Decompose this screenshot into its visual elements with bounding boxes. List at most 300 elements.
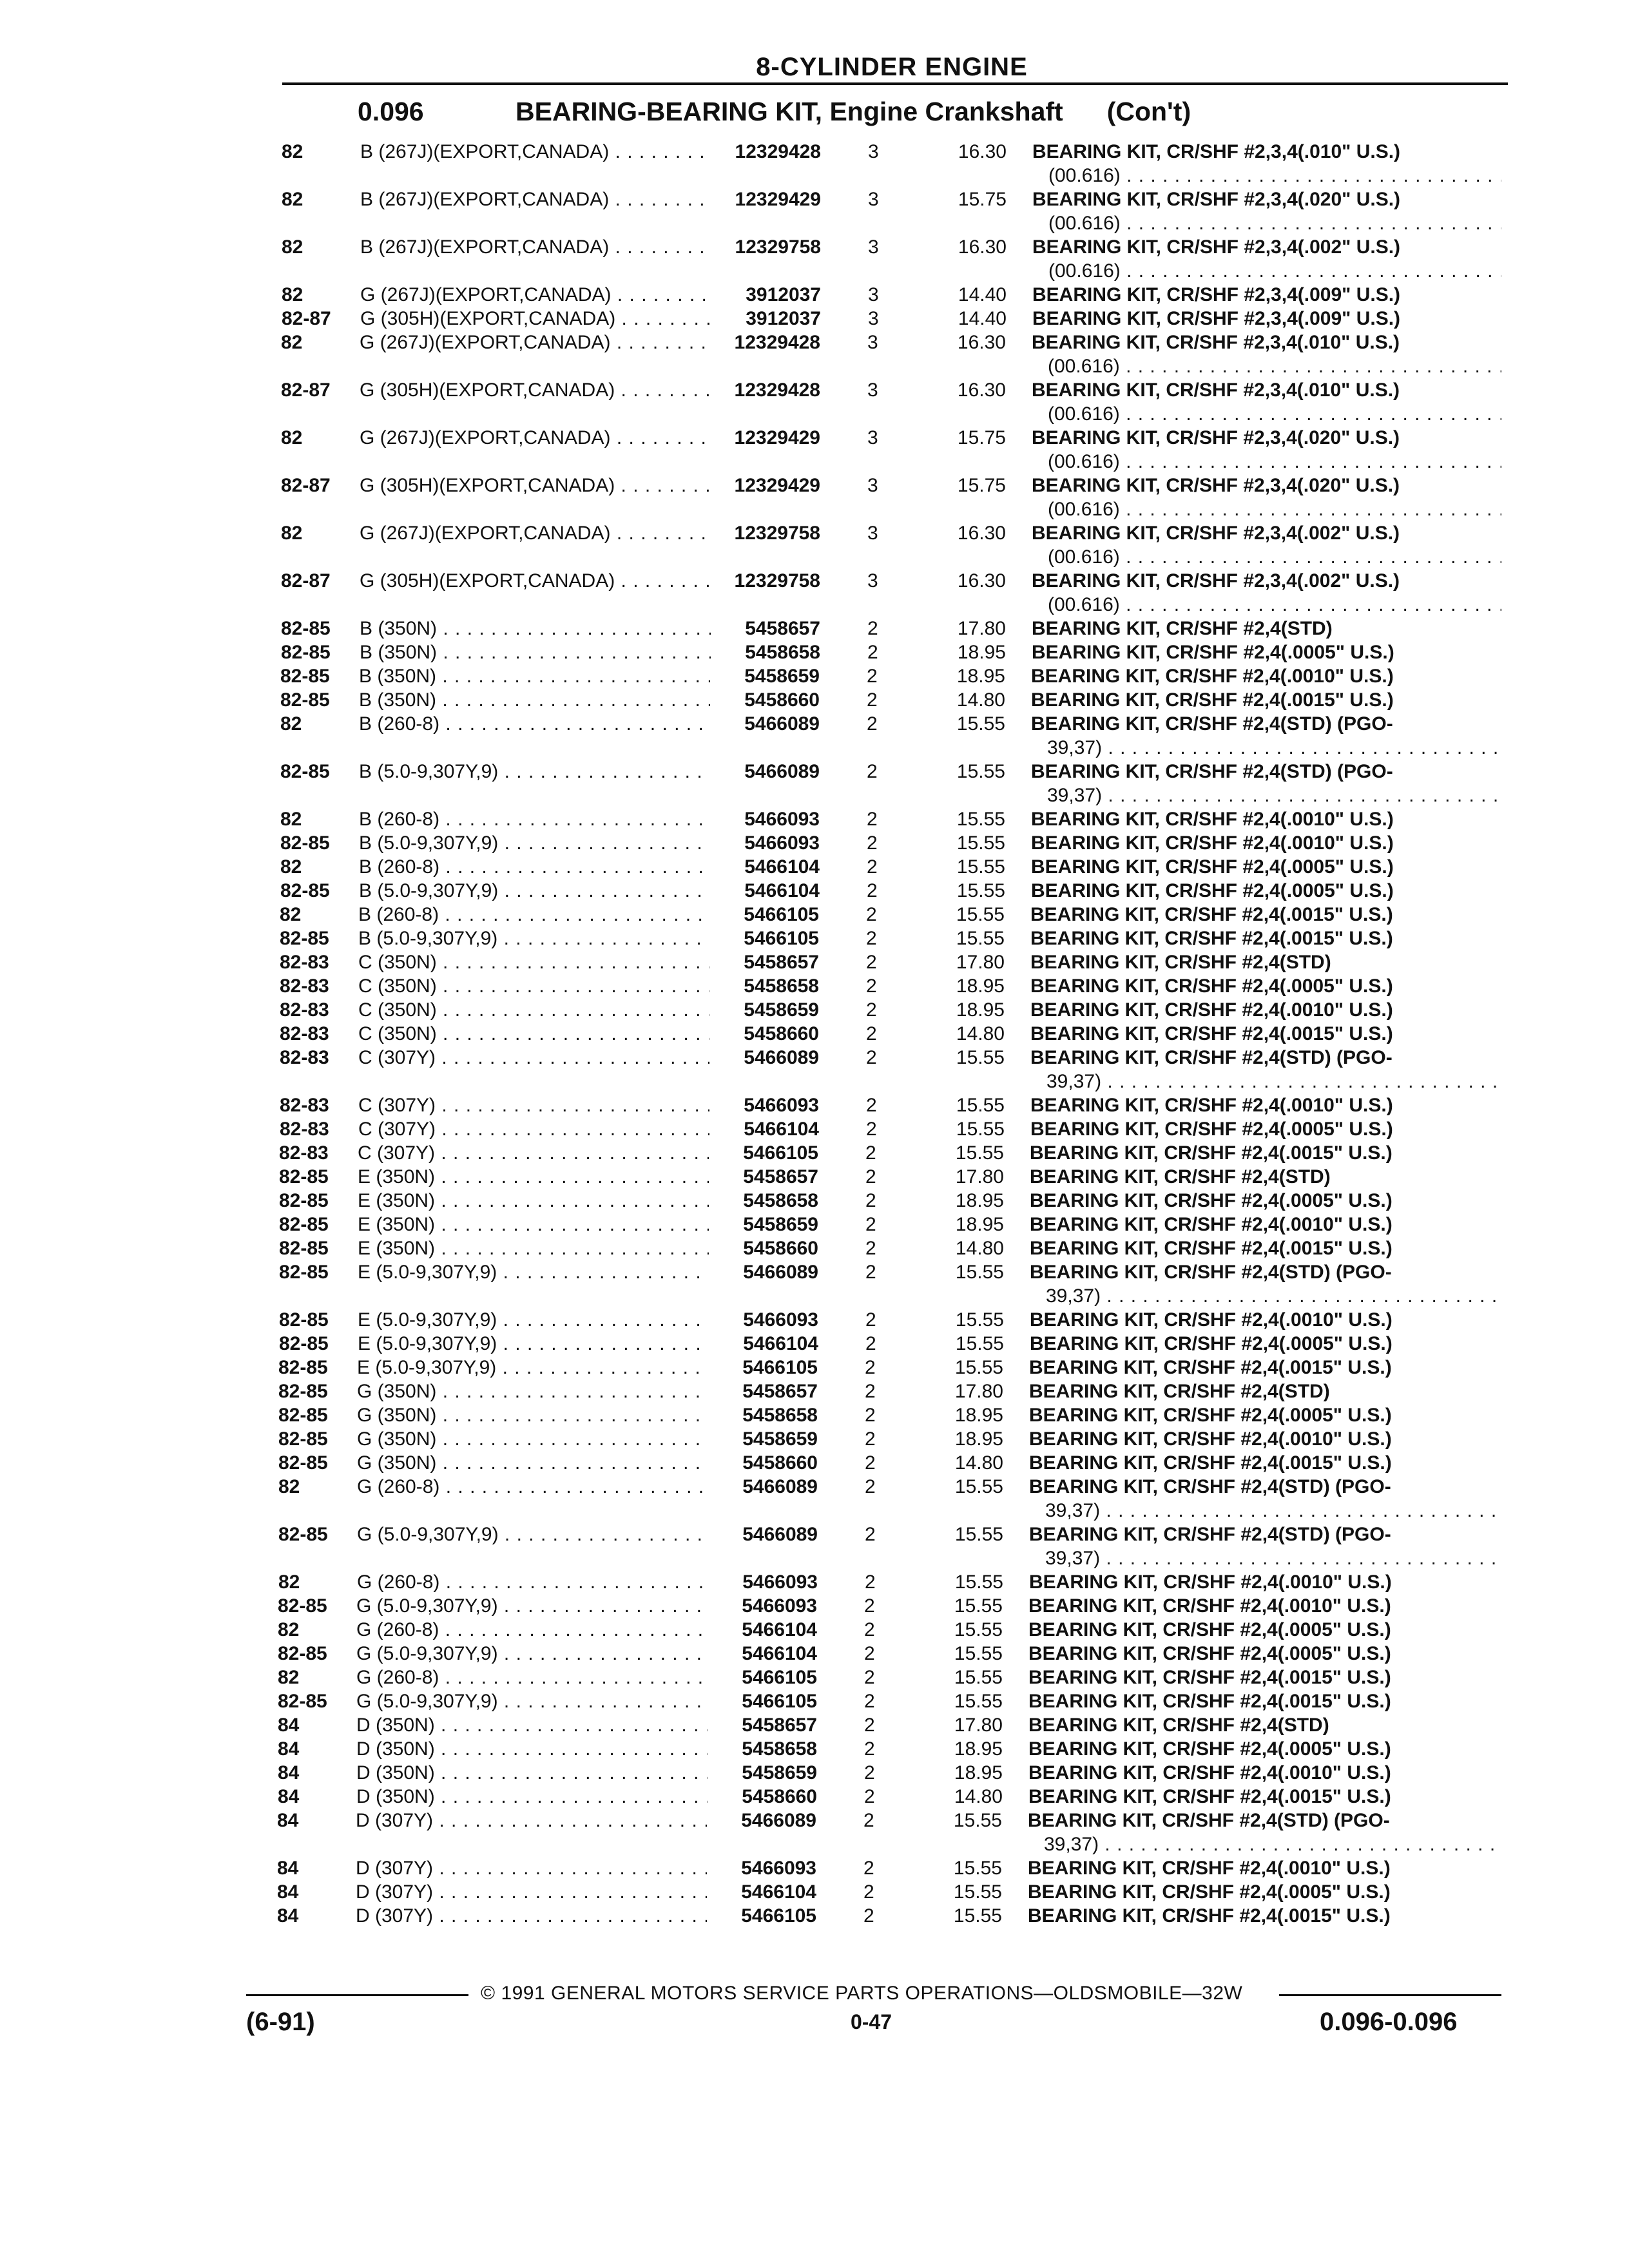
application: D (307Y) . . .: [356, 1905, 707, 1928]
description: BEARING KIT, CR/SHF #2,4(.0005" U.S.): [1030, 1333, 1393, 1354]
table-row: [281, 617, 1508, 640]
model-year: 82: [280, 904, 302, 925]
table-row: [282, 188, 1508, 211]
quantity: 2: [864, 1715, 875, 1736]
price: 16.30: [958, 141, 1007, 162]
quantity: 2: [863, 1905, 874, 1927]
model-year: 82: [281, 427, 303, 448]
table-row: [278, 1452, 1508, 1475]
quantity: 2: [867, 666, 878, 687]
table-row: [279, 1237, 1508, 1260]
table-row: [280, 808, 1508, 831]
table-row: [279, 1166, 1508, 1189]
description-continuation: [1048, 450, 1501, 474]
price: 15.55: [953, 1905, 1002, 1927]
table-row: [278, 1595, 1508, 1618]
price: 18.95: [957, 642, 1006, 663]
application: G (260-8) . . .: [357, 1475, 708, 1499]
model-year: 82-87: [282, 308, 331, 329]
price: 15.55: [956, 713, 1005, 735]
part-number: 5458657: [745, 618, 820, 639]
description: BEARING KIT, CR/SHF #2,4(.0015" U.S.): [1028, 1691, 1391, 1712]
part-number: 5466104: [743, 1333, 818, 1354]
quantity: 3: [868, 189, 879, 210]
price: 15.55: [954, 1691, 1003, 1712]
model-year: 82: [282, 189, 304, 210]
description: BEARING KIT, CR/SHF #2,4(STD): [1029, 1381, 1330, 1402]
application: C (307Y) . . .: [358, 1046, 709, 1070]
quantity: 2: [866, 904, 877, 925]
part-number: 5466089: [743, 1262, 818, 1283]
table-row: [280, 689, 1508, 712]
price: 15.55: [956, 761, 1005, 782]
application: G (305H)(EXPORT,CANADA) . . .: [360, 379, 711, 402]
part-number: 5458657: [742, 1381, 818, 1402]
application: B (5.0-9,307Y,9) . . .: [359, 832, 710, 855]
description-continuation: [1048, 403, 1501, 426]
description: BEARING KIT, CR/SHF #2,3,4(.020" U.S.): [1032, 427, 1400, 448]
quantity: 2: [865, 1262, 876, 1283]
model-year: 84: [278, 1786, 300, 1807]
model-year: 82-85: [280, 880, 330, 901]
description: BEARING KIT, CR/SHF #2,4(.0015" U.S.): [1030, 1238, 1393, 1259]
description: BEARING KIT, CR/SHF #2,3,4(.009" U.S.): [1032, 284, 1401, 305]
description: BEARING KIT, CR/SHF #2,4(.0015" U.S.): [1028, 1667, 1391, 1688]
price: 17.80: [956, 952, 1005, 973]
table-row: [281, 522, 1508, 545]
price: 18.95: [956, 999, 1005, 1021]
part-number: 5458657: [742, 1715, 817, 1736]
price: 15.55: [956, 1095, 1005, 1116]
model-year: 84: [278, 1715, 300, 1736]
description: BEARING KIT, CR/SHF #2,4(STD) (PGO-: [1031, 761, 1393, 782]
price: 14.40: [958, 284, 1007, 305]
application: E (5.0-9,307Y,9) . . .: [358, 1309, 709, 1332]
price: 15.55: [956, 809, 1005, 830]
part-number: 5458659: [743, 1214, 818, 1235]
part-number: 5458658: [744, 975, 819, 997]
description-continuation: [1046, 1070, 1501, 1093]
price: 14.80: [956, 689, 1005, 711]
model-year: 82-83: [280, 975, 329, 997]
description: BEARING KIT, CR/SHF #2,4(.0010" U.S.): [1028, 1595, 1391, 1617]
footer-copyright: © 1991 GENERAL MOTORS SERVICE PARTS OPERATIONS—OLDSMOBILE—32W: [481, 1983, 1243, 2004]
part-number: 5458658: [742, 1405, 818, 1426]
continuation-text: (00.616) . . .: [1048, 260, 1501, 283]
table-row: [279, 1332, 1508, 1356]
application: B (5.0-9,307Y,9) . . .: [359, 879, 710, 903]
model-year: 84: [277, 1881, 299, 1903]
price: 18.95: [954, 1428, 1003, 1450]
model-year: 82-83: [280, 952, 329, 973]
application: E (350N) . . .: [358, 1189, 709, 1213]
model-year: 82-85: [278, 1452, 328, 1474]
application: G (267J)(EXPORT,CANADA) . . .: [360, 427, 711, 450]
part-number: 5466093: [744, 832, 820, 854]
model-year: 82: [278, 1571, 300, 1593]
description: BEARING KIT, CR/SHF #2,3,4(.020" U.S.): [1032, 189, 1401, 210]
table-row: [281, 379, 1508, 402]
part-number: 5458660: [744, 1023, 819, 1044]
part-number: 12329758: [734, 570, 820, 591]
price: 18.95: [956, 975, 1005, 997]
application: C (350N) . . .: [358, 975, 709, 998]
model-year: 82-85: [279, 1238, 329, 1259]
price: 15.75: [958, 189, 1007, 210]
quantity: 2: [863, 1858, 874, 1879]
quantity: 3: [868, 236, 879, 258]
quantity: 2: [866, 1119, 877, 1140]
description-continuation: [1048, 164, 1501, 187]
part-number: 5458658: [745, 642, 820, 663]
model-year: 84: [278, 1738, 300, 1760]
price: 15.55: [954, 1619, 1003, 1640]
application: G (305H)(EXPORT,CANADA) . . .: [360, 474, 711, 497]
part-number: 12329428: [734, 332, 820, 353]
description: BEARING KIT, CR/SHF #2,4(STD) (PGO-: [1028, 1810, 1390, 1831]
part-number: 5458658: [742, 1738, 817, 1760]
quantity: 2: [865, 1476, 876, 1497]
application: D (350N) . . .: [356, 1714, 708, 1737]
description-continuation: [1048, 260, 1501, 283]
model-year: 82-85: [279, 1333, 329, 1354]
part-number: 5466105: [744, 904, 819, 925]
price: 15.55: [956, 928, 1005, 949]
table-row: [278, 1666, 1508, 1689]
description: BEARING KIT, CR/SHF #2,4(.0010" U.S.): [1029, 1428, 1392, 1450]
part-number: 5458660: [744, 689, 820, 711]
model-year: 82: [280, 856, 302, 878]
part-number: 5458657: [744, 952, 819, 973]
table-row: [280, 1023, 1508, 1046]
part-number: 5458659: [742, 1428, 818, 1450]
application: G (267J)(EXPORT,CANADA) . . .: [360, 284, 711, 307]
description: BEARING KIT, CR/SHF #2,4(STD) (PGO-: [1030, 1262, 1392, 1283]
table-row: [278, 1428, 1508, 1451]
quantity: 2: [866, 928, 877, 949]
part-number: 5466089: [744, 713, 820, 735]
description: BEARING KIT, CR/SHF #2,3,4(.002" U.S.): [1032, 570, 1400, 591]
section-title: BEARING-BEARING KIT, Engine Crankshaft: [516, 97, 1063, 126]
application: B (5.0-9,307Y,9) . . .: [358, 927, 709, 950]
description-continuation: [1048, 355, 1501, 378]
price: 14.80: [955, 1238, 1004, 1259]
description-continuation: [1045, 1547, 1501, 1570]
quantity: 2: [865, 1190, 876, 1211]
table-row: [278, 1619, 1508, 1642]
description-continuation: [1048, 546, 1501, 569]
continuation-text: 39,37) . . .: [1047, 736, 1501, 760]
price: 15.55: [954, 1357, 1003, 1378]
description: BEARING KIT, CR/SHF #2,4(.0015" U.S.): [1029, 1452, 1392, 1474]
application: B (350N) . . .: [359, 689, 710, 712]
quantity: 3: [867, 475, 878, 496]
quantity: 2: [864, 1667, 875, 1688]
continuation-text: (00.616) . . .: [1048, 593, 1501, 617]
model-year: 82-83: [279, 1142, 329, 1164]
quantity: 2: [867, 856, 878, 878]
quantity: 2: [865, 1309, 876, 1331]
description: BEARING KIT, CR/SHF #2,3,4(.002" U.S.): [1032, 523, 1400, 544]
price: 15.55: [956, 880, 1005, 901]
table-row: [282, 236, 1508, 259]
application: B (260-8) . . .: [359, 713, 710, 736]
price: 16.30: [957, 523, 1006, 544]
table-row: [279, 1142, 1508, 1165]
part-number: 5466104: [744, 1119, 819, 1140]
description: BEARING KIT, CR/SHF #2,4(.0005" U.S.): [1030, 975, 1393, 997]
quantity: 3: [868, 308, 879, 329]
part-number: 5466105: [742, 1667, 817, 1688]
quantity: 2: [865, 1571, 876, 1593]
quantity: 3: [867, 427, 878, 448]
application: G (260-8) . . .: [356, 1666, 708, 1689]
quantity: 2: [867, 832, 878, 854]
application: C (350N) . . .: [358, 999, 709, 1022]
price: 15.55: [955, 1262, 1004, 1283]
application: B (350N) . . .: [360, 641, 711, 664]
quantity: 2: [865, 1238, 876, 1259]
quantity: 2: [864, 1762, 875, 1783]
continuation-text: (00.616) . . .: [1048, 164, 1501, 187]
description: BEARING KIT, CR/SHF #2,4(.0005" U.S.): [1030, 1119, 1393, 1140]
price: 15.75: [957, 475, 1006, 496]
price: 14.80: [954, 1452, 1003, 1474]
table-row: [277, 1881, 1508, 1904]
description: BEARING KIT, CR/SHF #2,4(.0010" U.S.): [1030, 999, 1393, 1021]
quantity: 2: [865, 1381, 876, 1402]
table-row: [280, 879, 1508, 903]
model-year: 82-83: [280, 999, 329, 1021]
quantity: 2: [864, 1738, 875, 1760]
description: BEARING KIT, CR/SHF #2,4(.0010" U.S.): [1028, 1762, 1391, 1783]
model-year: 82: [282, 141, 304, 162]
continuation-text: (00.616) . . .: [1048, 546, 1501, 569]
quantity: 2: [867, 642, 878, 663]
description: BEARING KIT, CR/SHF #2,4(.0005" U.S.): [1028, 1881, 1391, 1903]
part-number: 5466093: [743, 1309, 818, 1331]
application: G (350N) . . .: [357, 1428, 708, 1451]
description: BEARING KIT, CR/SHF #2,4(.0010" U.S.): [1030, 1309, 1393, 1331]
continuation-text: (00.616) . . .: [1048, 450, 1501, 474]
application: D (350N) . . .: [356, 1785, 708, 1809]
model-year: 82-85: [278, 1381, 328, 1402]
table-row: [278, 1642, 1508, 1666]
application: B (267J)(EXPORT,CANADA) . . .: [360, 236, 711, 259]
description: BEARING KIT, CR/SHF #2,4(STD) (PGO-: [1031, 713, 1393, 735]
part-number: 5466089: [742, 1524, 818, 1545]
price: 17.80: [955, 1166, 1004, 1187]
model-year: 84: [277, 1858, 299, 1879]
application: C (350N) . . .: [358, 951, 709, 974]
part-number: 5466104: [744, 856, 820, 878]
table-row: [280, 1046, 1508, 1070]
price: 15.55: [954, 1476, 1003, 1497]
model-year: 82-85: [278, 1691, 327, 1712]
section-number: 0.096: [358, 97, 424, 126]
application: G (350N) . . .: [357, 1380, 708, 1403]
model-year: 82-85: [278, 1405, 328, 1426]
part-number: 5458659: [744, 999, 819, 1021]
description: BEARING KIT, CR/SHF #2,4(.0005" U.S.): [1031, 880, 1394, 901]
description-continuation: [1045, 1499, 1501, 1523]
table-row: [278, 1523, 1508, 1546]
part-number: 12329428: [735, 141, 821, 162]
application: B (350N) . . .: [360, 617, 711, 640]
application: G (350N) . . .: [357, 1452, 708, 1475]
part-number: 5466093: [744, 1095, 819, 1116]
price: 15.55: [954, 1524, 1003, 1545]
quantity: 2: [866, 1023, 877, 1044]
quantity: 2: [867, 713, 878, 735]
quantity: 2: [867, 761, 878, 782]
description: BEARING KIT, CR/SHF #2,4(.0010" U.S.): [1031, 832, 1394, 854]
application: B (260-8) . . .: [359, 856, 710, 879]
continuation-text: (00.616) . . .: [1048, 355, 1501, 378]
price: 15.55: [953, 1858, 1002, 1879]
application: B (260-8) . . .: [359, 808, 710, 831]
price: 15.55: [955, 1333, 1004, 1354]
continuation-text: 39,37) . . .: [1045, 1547, 1501, 1570]
model-year: 82: [278, 1667, 300, 1688]
price: 15.55: [955, 1309, 1004, 1331]
quantity: 2: [865, 1452, 876, 1474]
model-year: 82-85: [280, 928, 329, 949]
application: C (307Y) . . .: [358, 1094, 709, 1117]
part-number: 12329429: [735, 189, 821, 210]
price: 18.95: [955, 1190, 1004, 1211]
application: G (5.0-9,307Y,9) . . .: [356, 1690, 708, 1713]
description: BEARING KIT, CR/SHF #2,4(.0010" U.S.): [1031, 809, 1394, 830]
application: E (5.0-9,307Y,9) . . .: [358, 1332, 709, 1356]
continuation-text: 39,37) . . .: [1046, 1070, 1501, 1093]
part-number: 5466104: [744, 880, 820, 901]
application: C (350N) . . .: [358, 1023, 709, 1046]
description-continuation: [1047, 784, 1501, 807]
model-year: 82-83: [280, 1047, 329, 1068]
description-continuation: [1044, 1833, 1501, 1856]
price: 15.55: [954, 1667, 1003, 1688]
application: G (260-8) . . .: [357, 1571, 708, 1594]
table-row: [278, 1690, 1508, 1713]
application: E (350N) . . .: [358, 1237, 709, 1260]
description: BEARING KIT, CR/SHF #2,4(.0010" U.S.): [1029, 1571, 1392, 1593]
description: BEARING KIT, CR/SHF #2,4(.0010" U.S.): [1030, 1214, 1393, 1235]
model-year: 82-85: [278, 1428, 328, 1450]
part-number: 5458660: [742, 1452, 818, 1474]
part-number: 5458659: [742, 1762, 817, 1783]
description: BEARING KIT, CR/SHF #2,4(.0015" U.S.): [1030, 928, 1393, 949]
table-row: [278, 1404, 1508, 1427]
model-year: 82-85: [280, 832, 330, 854]
table-row: [280, 665, 1508, 688]
table-row: [281, 427, 1508, 450]
description: BEARING KIT, CR/SHF #2,4(STD): [1030, 1166, 1331, 1187]
part-number: 5466105: [742, 1691, 817, 1712]
application: C (307Y) . . .: [358, 1142, 709, 1165]
table-row: [280, 999, 1508, 1022]
description: BEARING KIT, CR/SHF #2,4(STD) (PGO-: [1030, 1047, 1393, 1068]
model-year: 82-85: [278, 1595, 327, 1617]
application: B (260-8) . . .: [358, 903, 709, 927]
quantity: 2: [865, 1166, 876, 1187]
price: 16.30: [957, 570, 1006, 591]
part-number: 5466093: [742, 1595, 817, 1617]
part-number: 12329429: [734, 427, 820, 448]
application: G (5.0-9,307Y,9) . . .: [357, 1523, 708, 1546]
application: E (5.0-9,307Y,9) . . .: [358, 1261, 709, 1284]
continued-label: (Con't): [1106, 97, 1191, 126]
description: BEARING KIT, CR/SHF #2,4(.0005" U.S.): [1028, 1619, 1391, 1640]
quantity: 2: [866, 952, 877, 973]
quantity: 2: [865, 1428, 876, 1450]
application: G (5.0-9,307Y,9) . . .: [356, 1595, 708, 1618]
description-continuation: [1048, 498, 1501, 521]
description: BEARING KIT, CR/SHF #2,4(.0005" U.S.): [1030, 1190, 1393, 1211]
price: 15.55: [954, 1643, 1003, 1664]
description-continuation: [1047, 736, 1501, 760]
table-row: [277, 1809, 1508, 1832]
application: C (307Y) . . .: [358, 1118, 709, 1141]
description-continuation: [1046, 1285, 1501, 1308]
table-row: [280, 1094, 1508, 1117]
model-year: 82-85: [280, 689, 330, 711]
quantity: 3: [867, 570, 878, 591]
model-year: 84: [277, 1905, 299, 1927]
price: 18.95: [954, 1738, 1003, 1760]
description: BEARING KIT, CR/SHF #2,3,4(.010" U.S.): [1032, 332, 1400, 353]
application: B (350N) . . .: [359, 665, 710, 688]
part-number: 5458657: [743, 1166, 818, 1187]
quantity: 2: [866, 1047, 877, 1068]
description-continuation: [1048, 212, 1501, 235]
description: BEARING KIT, CR/SHF #2,4(.0015" U.S.): [1030, 1023, 1393, 1044]
table-row: [282, 140, 1508, 164]
table-row: [281, 570, 1508, 593]
quantity: 2: [864, 1786, 875, 1807]
table-row: [279, 1189, 1508, 1213]
description: BEARING KIT, CR/SHF #2,4(.0015" U.S.): [1028, 1786, 1391, 1807]
model-year: 82: [281, 332, 303, 353]
table-row: [278, 1356, 1508, 1379]
table-row: [279, 1309, 1508, 1332]
part-number: 5466093: [741, 1858, 816, 1879]
continuation-text: (00.616) . . .: [1048, 498, 1501, 521]
model-year: 82: [281, 523, 303, 544]
description: BEARING KIT, CR/SHF #2,4(.0010" U.S.): [1030, 1095, 1393, 1116]
continuation-text: 39,37) . . .: [1047, 784, 1501, 807]
model-year: 82: [282, 284, 304, 305]
continuation-text: (00.616) . . .: [1048, 212, 1501, 235]
application: G (267J)(EXPORT,CANADA) . . .: [360, 331, 711, 354]
table-row: [280, 951, 1508, 974]
table-row: [277, 1905, 1508, 1928]
table-row: [278, 1571, 1508, 1594]
part-number: 5458658: [743, 1190, 818, 1211]
part-number: 5458660: [743, 1238, 818, 1259]
model-year: 82: [280, 809, 302, 830]
model-year: 82-85: [278, 1643, 327, 1664]
part-number: 5458659: [744, 666, 820, 687]
table-row: [280, 903, 1508, 927]
quantity: 2: [865, 1357, 876, 1378]
quantity: 2: [864, 1595, 875, 1617]
part-number: 3912037: [746, 284, 821, 305]
model-year: 82-85: [278, 1524, 328, 1545]
description: BEARING KIT, CR/SHF #2,3,4(.010" U.S.): [1032, 141, 1401, 162]
quantity: 3: [867, 380, 878, 401]
part-number: 5466093: [742, 1571, 818, 1593]
